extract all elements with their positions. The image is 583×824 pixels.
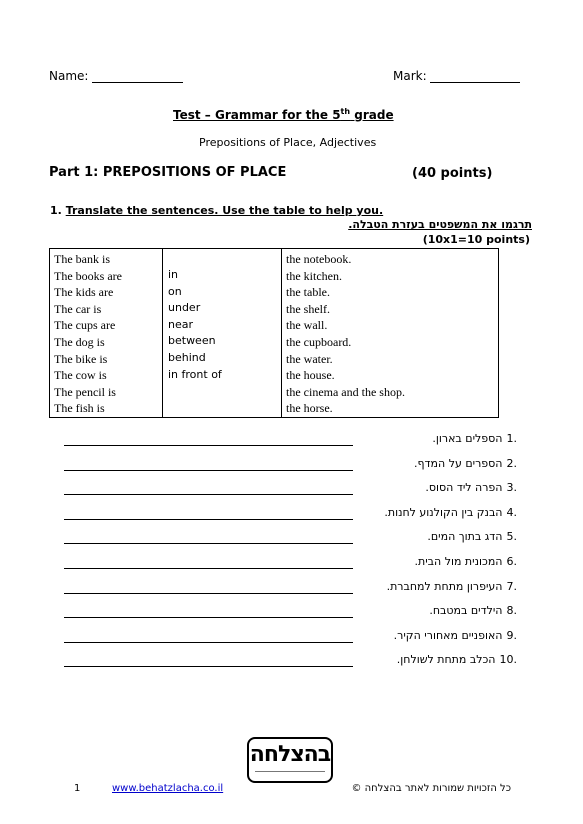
question-text: הפרה ליד הסוס. bbox=[425, 481, 503, 495]
question-item bbox=[425, 481, 517, 494]
table-preposition: behind bbox=[168, 350, 206, 364]
answer-line[interactable] bbox=[64, 494, 353, 495]
answer-line[interactable] bbox=[64, 642, 353, 643]
answer-line[interactable] bbox=[64, 568, 353, 569]
question-text: הדג בתוך המים. bbox=[427, 530, 503, 544]
table-place: the cupboard. bbox=[286, 334, 352, 349]
question-item bbox=[397, 653, 517, 666]
table-place: the cinema and the shop. bbox=[286, 384, 405, 399]
mark-label: Mark: bbox=[393, 69, 427, 83]
table-subject: The books are bbox=[54, 268, 122, 283]
table-subject: The bike is bbox=[54, 351, 108, 366]
answer-line[interactable] bbox=[64, 593, 353, 594]
places-column bbox=[282, 249, 499, 418]
table-subject: The cups are bbox=[54, 318, 116, 333]
question-number: .5 bbox=[506, 530, 517, 544]
website-link[interactable]: www.behatzlacha.co.il bbox=[112, 783, 224, 794]
question-item bbox=[429, 604, 517, 617]
answer-line[interactable] bbox=[64, 470, 353, 471]
help-table bbox=[49, 248, 499, 418]
question-text: העיפרון מתחת למחברת. bbox=[386, 579, 503, 593]
question-item bbox=[394, 629, 517, 642]
table-subject: The fish is bbox=[54, 401, 105, 416]
table-subject: The dog is bbox=[54, 334, 105, 349]
question-number: .6 bbox=[506, 555, 517, 568]
table-preposition: under bbox=[168, 301, 201, 315]
table-subject: The kids are bbox=[54, 285, 114, 300]
exercise-points: (10x1=10 points) bbox=[422, 233, 530, 246]
name-blank bbox=[92, 70, 183, 83]
table-place: the kitchen. bbox=[286, 268, 342, 283]
part-points: (40 points) bbox=[412, 166, 493, 181]
answer-line[interactable] bbox=[64, 519, 353, 520]
table-preposition: in front of bbox=[168, 367, 222, 381]
answer-line[interactable] bbox=[64, 543, 353, 544]
question-item bbox=[387, 580, 517, 593]
question-number: .1 bbox=[506, 432, 517, 445]
table-place: the shelf. bbox=[286, 301, 330, 316]
question-number: .9 bbox=[506, 628, 517, 642]
table-place: the house. bbox=[286, 368, 335, 383]
part-title: Part 1: PREPOSITIONS OF PLACE bbox=[49, 165, 287, 180]
prepositions-column bbox=[163, 249, 282, 418]
exercise-instruction: 1. Translate the sentences. Use the table to help you. bbox=[50, 204, 384, 217]
table-place: the water. bbox=[286, 351, 333, 366]
question-item bbox=[427, 530, 517, 543]
table-place: the wall. bbox=[286, 318, 328, 333]
question-number: .7 bbox=[506, 579, 517, 593]
answer-line[interactable] bbox=[64, 666, 353, 667]
table-subject: The cow is bbox=[54, 368, 107, 383]
table-place: the table. bbox=[286, 285, 330, 300]
table-subject: The pencil is bbox=[54, 384, 116, 399]
name-field bbox=[49, 69, 183, 83]
question-item bbox=[384, 506, 517, 519]
answer-line[interactable] bbox=[64, 617, 353, 618]
behatzlacha-logo: בהצלחה bbox=[247, 737, 333, 783]
question-number: .8 bbox=[506, 604, 517, 618]
question-number: .3 bbox=[506, 481, 517, 495]
mark-field bbox=[393, 69, 520, 83]
question-text: הספרים על המדף. bbox=[414, 456, 503, 470]
table-preposition: between bbox=[168, 334, 216, 348]
page-subtitle: Prepositions of Place, Adjectives bbox=[199, 136, 377, 149]
question-text: המכונית מול הבית. bbox=[414, 555, 503, 568]
page-title: Test – Grammar for the 5th grade bbox=[173, 107, 394, 122]
name-label: Name: bbox=[49, 69, 89, 83]
copyright-text: כל הזכויות שמורות לאתר בהצלחה © bbox=[351, 783, 511, 794]
question-number: .10 bbox=[499, 653, 517, 667]
table-place: the horse. bbox=[286, 401, 333, 416]
table-subject: The bank is bbox=[54, 252, 110, 266]
subjects-column bbox=[50, 249, 163, 418]
question-text: הספלים בארון. bbox=[432, 432, 503, 445]
question-text: האופניים מאחורי הקיר. bbox=[393, 628, 503, 642]
answer-line[interactable] bbox=[64, 445, 353, 446]
mark-blank bbox=[430, 70, 520, 83]
question-text: הבנק בין הקולנוע לחנות. bbox=[384, 505, 503, 519]
table-place: the notebook. bbox=[286, 252, 352, 266]
question-number: .4 bbox=[506, 505, 517, 519]
question-item bbox=[432, 432, 517, 445]
question-text: הילדים במטבח. bbox=[429, 604, 503, 618]
question-item bbox=[414, 555, 517, 568]
hebrew-instruction: תרגמו את המשפטים בעזרת הטבלה. bbox=[348, 218, 532, 231]
table-subject: The car is bbox=[54, 301, 102, 316]
question-number: .2 bbox=[506, 456, 517, 470]
question-text: הכלב מתחת לשולחן. bbox=[396, 653, 496, 667]
question-item bbox=[414, 457, 517, 470]
table-preposition: near bbox=[168, 317, 194, 331]
table-preposition: on bbox=[168, 284, 182, 298]
page-number: 1 bbox=[74, 783, 81, 794]
table-preposition: in bbox=[168, 268, 179, 281]
